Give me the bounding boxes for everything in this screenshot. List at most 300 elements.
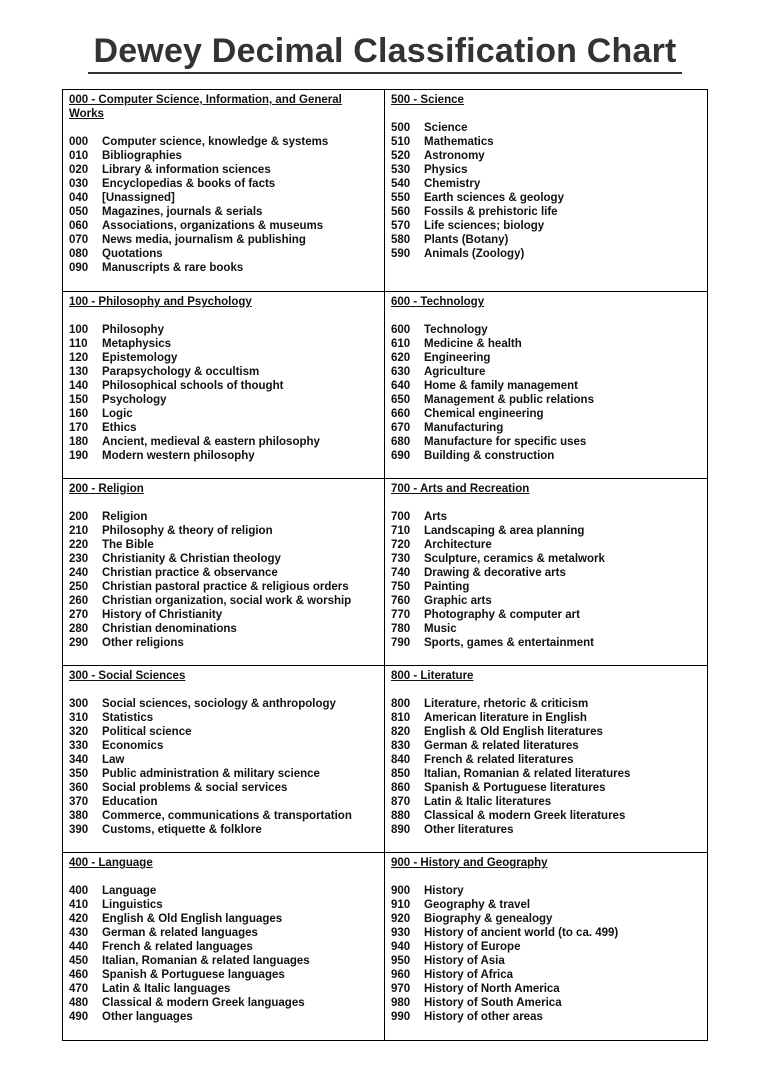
class-label: Mathematics bbox=[424, 136, 494, 148]
class-label: History bbox=[424, 885, 464, 897]
class-row bbox=[63, 853, 707, 1040]
class-code: 640 bbox=[391, 380, 411, 392]
class-code: 760 bbox=[391, 595, 411, 607]
class-code: 960 bbox=[391, 969, 411, 981]
list-item bbox=[69, 711, 378, 725]
list-item bbox=[69, 407, 378, 421]
class-code: 060 bbox=[69, 220, 89, 232]
class-label: Italian, Romanian & related languages bbox=[102, 955, 310, 967]
class-code: 830 bbox=[391, 740, 411, 752]
class-code: 590 bbox=[391, 248, 411, 260]
list-item bbox=[391, 351, 701, 365]
class-code: 450 bbox=[69, 955, 89, 967]
class-label: Public administration & military science bbox=[102, 768, 320, 780]
list-item bbox=[69, 753, 378, 767]
class-code: 210 bbox=[69, 525, 89, 537]
class-code: 580 bbox=[391, 234, 411, 246]
class-code: 320 bbox=[69, 726, 89, 738]
list-item bbox=[69, 219, 378, 233]
class-label: Customs, etiquette & folklore bbox=[102, 824, 262, 836]
class-code: 430 bbox=[69, 927, 89, 939]
class-label: Computer science, knowledge & systems bbox=[102, 136, 329, 148]
list-item bbox=[69, 177, 378, 191]
list-item bbox=[69, 1010, 378, 1024]
list-item bbox=[69, 739, 378, 753]
class-code: 490 bbox=[69, 1011, 89, 1023]
class-label: Ethics bbox=[102, 422, 137, 434]
class-label: Epistemology bbox=[102, 352, 178, 364]
list-item bbox=[391, 725, 701, 739]
class-code: 300 bbox=[69, 698, 89, 710]
class-code: 200 bbox=[69, 511, 89, 523]
class-code: 550 bbox=[391, 192, 411, 204]
class-code: 130 bbox=[69, 366, 89, 378]
class-label: Science bbox=[424, 122, 468, 134]
class-code: 080 bbox=[69, 248, 89, 260]
class-label: Technology bbox=[424, 324, 488, 336]
list-item bbox=[391, 379, 701, 393]
list-item bbox=[391, 365, 701, 379]
class-label: Life sciences; biology bbox=[424, 220, 545, 232]
list-item bbox=[69, 982, 378, 996]
class-label: Christian pastoral practice & religious orders bbox=[102, 581, 349, 593]
class-label: Library & information sciences bbox=[102, 164, 271, 176]
list-item bbox=[69, 968, 378, 982]
list-item bbox=[391, 435, 701, 449]
class-label: Philosophy bbox=[102, 324, 164, 336]
class-label: Political science bbox=[102, 726, 192, 738]
class-cell bbox=[63, 666, 385, 852]
class-label: Education bbox=[102, 796, 158, 808]
class-label: Manufacturing bbox=[424, 422, 504, 434]
list-item bbox=[391, 739, 701, 753]
list-item bbox=[69, 233, 378, 247]
class-heading: 100 - Philosophy and Psychology bbox=[69, 296, 252, 308]
list-item bbox=[391, 449, 701, 463]
class-code: 170 bbox=[69, 422, 89, 434]
classification-grid bbox=[62, 89, 708, 1041]
class-code: 310 bbox=[69, 712, 89, 724]
class-code: 700 bbox=[391, 511, 411, 523]
class-code: 910 bbox=[391, 899, 411, 911]
list-item bbox=[391, 809, 701, 823]
class-label: Modern western philosophy bbox=[102, 450, 255, 462]
list-item bbox=[69, 323, 378, 337]
list-item bbox=[391, 711, 701, 725]
class-label: Other literatures bbox=[424, 824, 514, 836]
class-label: History of Asia bbox=[424, 955, 505, 967]
list-item bbox=[69, 135, 378, 149]
class-code: 740 bbox=[391, 567, 411, 579]
class-code: 980 bbox=[391, 997, 411, 1009]
list-item bbox=[69, 163, 378, 177]
class-code: 730 bbox=[391, 553, 411, 565]
list-item bbox=[391, 594, 701, 608]
list-item bbox=[391, 697, 701, 711]
class-code: 750 bbox=[391, 581, 411, 593]
class-row bbox=[63, 666, 707, 853]
class-label: History of other areas bbox=[424, 1011, 543, 1023]
list-item bbox=[391, 996, 701, 1010]
class-code: 950 bbox=[391, 955, 411, 967]
class-code: 370 bbox=[69, 796, 89, 808]
class-code: 120 bbox=[69, 352, 89, 364]
class-label: History of South America bbox=[424, 997, 562, 1009]
class-code: 160 bbox=[69, 408, 89, 420]
class-label: French & related literatures bbox=[424, 754, 574, 766]
class-label: History of Christianity bbox=[102, 609, 223, 621]
class-code: 610 bbox=[391, 338, 411, 350]
class-label: Astronomy bbox=[424, 150, 485, 162]
class-label: Painting bbox=[424, 581, 470, 593]
class-code: 520 bbox=[391, 150, 411, 162]
class-label: Religion bbox=[102, 511, 148, 523]
class-label: Manufacture for specific uses bbox=[424, 436, 587, 448]
class-code: 400 bbox=[69, 885, 89, 897]
class-label: Bibliographies bbox=[102, 150, 182, 162]
class-cell bbox=[385, 479, 707, 665]
class-code: 240 bbox=[69, 567, 89, 579]
class-code: 890 bbox=[391, 824, 411, 836]
list-item bbox=[69, 823, 378, 837]
class-label: Spanish & Portuguese languages bbox=[102, 969, 285, 981]
class-label: German & related languages bbox=[102, 927, 258, 939]
list-item bbox=[391, 191, 701, 205]
list-item bbox=[69, 566, 378, 580]
class-code: 230 bbox=[69, 553, 89, 565]
class-heading: 300 - Social Sciences bbox=[69, 670, 186, 682]
class-heading: 800 - Literature bbox=[391, 670, 474, 682]
class-code: 380 bbox=[69, 810, 89, 822]
list-item bbox=[391, 407, 701, 421]
class-code: 850 bbox=[391, 768, 411, 780]
class-code: 460 bbox=[69, 969, 89, 981]
class-code: 280 bbox=[69, 623, 89, 635]
class-label: Home & family management bbox=[424, 380, 579, 392]
class-cell bbox=[63, 479, 385, 665]
list-item bbox=[69, 552, 378, 566]
class-code: 870 bbox=[391, 796, 411, 808]
class-label: Ancient, medieval & eastern philosophy bbox=[102, 436, 320, 448]
class-code: 680 bbox=[391, 436, 411, 448]
class-code: 190 bbox=[69, 450, 89, 462]
list-item bbox=[69, 884, 378, 898]
class-label: Building & construction bbox=[424, 450, 555, 462]
class-label: Graphic arts bbox=[424, 595, 492, 607]
class-label: Landscaping & area planning bbox=[424, 525, 585, 537]
list-item bbox=[391, 954, 701, 968]
class-label: Physics bbox=[424, 164, 468, 176]
class-label: Chemistry bbox=[424, 178, 481, 190]
list-item bbox=[69, 697, 378, 711]
class-label: Other religions bbox=[102, 637, 184, 649]
class-cell bbox=[63, 292, 385, 478]
class-code: 560 bbox=[391, 206, 411, 218]
class-label: Psychology bbox=[102, 394, 167, 406]
list-item bbox=[69, 725, 378, 739]
class-code: 500 bbox=[391, 122, 411, 134]
list-item bbox=[69, 261, 378, 275]
class-row bbox=[63, 479, 707, 666]
list-item bbox=[391, 884, 701, 898]
class-code: 390 bbox=[69, 824, 89, 836]
list-item bbox=[69, 421, 378, 435]
class-code: 420 bbox=[69, 913, 89, 925]
list-item bbox=[69, 954, 378, 968]
class-label: Latin & Italic languages bbox=[102, 983, 231, 995]
list-item bbox=[391, 898, 701, 912]
list-item bbox=[391, 510, 701, 524]
class-code: 330 bbox=[69, 740, 89, 752]
class-code: 050 bbox=[69, 206, 89, 218]
list-item bbox=[69, 809, 378, 823]
list-item bbox=[391, 622, 701, 636]
class-label: Magazines, journals & serials bbox=[102, 206, 263, 218]
class-code: 360 bbox=[69, 782, 89, 794]
class-label: Philosophical schools of thought bbox=[102, 380, 284, 392]
class-label: Social problems & social services bbox=[102, 782, 288, 794]
class-label: Plants (Botany) bbox=[424, 234, 509, 246]
class-code: 900 bbox=[391, 885, 411, 897]
class-label: English & Old English languages bbox=[102, 913, 283, 925]
list-item bbox=[69, 247, 378, 261]
class-label: American literature in English bbox=[424, 712, 587, 724]
list-item bbox=[69, 940, 378, 954]
class-label: Medicine & health bbox=[424, 338, 522, 350]
class-code: 880 bbox=[391, 810, 411, 822]
page-title: Dewey Decimal Classification Chart bbox=[93, 32, 677, 70]
class-code: 110 bbox=[69, 338, 88, 350]
class-label: Classical & modern Greek literatures bbox=[424, 810, 626, 822]
list-item bbox=[69, 393, 378, 407]
class-code: 780 bbox=[391, 623, 411, 635]
class-code: 800 bbox=[391, 698, 411, 710]
class-label: Geography & travel bbox=[424, 899, 531, 911]
class-cell bbox=[385, 292, 707, 478]
class-code: 860 bbox=[391, 782, 411, 794]
class-code: 270 bbox=[69, 609, 89, 621]
class-code: 810 bbox=[391, 712, 411, 724]
title-underline bbox=[88, 72, 682, 74]
class-code: 970 bbox=[391, 983, 411, 995]
class-code: 840 bbox=[391, 754, 411, 766]
list-item bbox=[391, 323, 701, 337]
class-label: Christian practice & observance bbox=[102, 567, 278, 579]
class-cell bbox=[385, 666, 707, 852]
list-item bbox=[69, 594, 378, 608]
class-label: Philosophy & theory of religion bbox=[102, 525, 273, 537]
class-label: Spanish & Portuguese literatures bbox=[424, 782, 606, 794]
class-code: 010 bbox=[69, 150, 89, 162]
class-code: 570 bbox=[391, 220, 411, 232]
list-item bbox=[391, 968, 701, 982]
list-item bbox=[391, 393, 701, 407]
list-item bbox=[391, 219, 701, 233]
class-label: Music bbox=[424, 623, 457, 635]
class-label: Literature, rhetoric & criticism bbox=[424, 698, 589, 710]
list-item bbox=[391, 163, 701, 177]
class-label: Statistics bbox=[102, 712, 154, 724]
class-label: History of ancient world (to ca. 499) bbox=[424, 927, 619, 939]
class-code: 720 bbox=[391, 539, 411, 551]
class-label: Law bbox=[102, 754, 125, 766]
class-label: Quotations bbox=[102, 248, 163, 260]
class-heading: 700 - Arts and Recreation bbox=[391, 483, 530, 495]
list-item bbox=[69, 996, 378, 1010]
class-label: Animals (Zoology) bbox=[424, 248, 525, 260]
class-label: Sports, games & entertainment bbox=[424, 637, 594, 649]
list-item bbox=[69, 449, 378, 463]
list-item bbox=[391, 566, 701, 580]
class-label: Sculpture, ceramics & metalwork bbox=[424, 553, 605, 565]
class-heading: 900 - History and Geography bbox=[391, 857, 548, 869]
class-code: 600 bbox=[391, 324, 411, 336]
list-item bbox=[391, 205, 701, 219]
class-code: 100 bbox=[69, 324, 89, 336]
class-code: 410 bbox=[69, 899, 89, 911]
list-item bbox=[69, 926, 378, 940]
class-code: 930 bbox=[391, 927, 411, 939]
class-heading: 200 - Religion bbox=[69, 483, 144, 495]
list-item bbox=[391, 233, 701, 247]
class-code: 630 bbox=[391, 366, 411, 378]
class-code: 920 bbox=[391, 913, 411, 925]
list-item bbox=[391, 552, 701, 566]
class-heading: 400 - Language bbox=[69, 857, 153, 869]
class-label: Parapsychology & occultism bbox=[102, 366, 260, 378]
class-label: French & related languages bbox=[102, 941, 253, 953]
list-item bbox=[391, 982, 701, 996]
class-code: 290 bbox=[69, 637, 89, 649]
class-label: Italian, Romanian & related literatures bbox=[424, 768, 631, 780]
list-item bbox=[391, 823, 701, 837]
list-item bbox=[391, 177, 701, 191]
list-item bbox=[69, 379, 378, 393]
class-label: Arts bbox=[424, 511, 448, 523]
class-label: German & related literatures bbox=[424, 740, 579, 752]
list-item bbox=[391, 135, 701, 149]
class-code: 670 bbox=[391, 422, 411, 434]
class-label: Biography & genealogy bbox=[424, 913, 553, 925]
list-item bbox=[69, 622, 378, 636]
class-label: Management & public relations bbox=[424, 394, 594, 406]
class-code: 220 bbox=[69, 539, 89, 551]
class-code: 340 bbox=[69, 754, 89, 766]
class-label: History of Africa bbox=[424, 969, 514, 981]
class-label: Agriculture bbox=[424, 366, 486, 378]
class-label: Latin & Italic literatures bbox=[424, 796, 552, 808]
list-item bbox=[391, 538, 701, 552]
class-label: Economics bbox=[102, 740, 164, 752]
class-label: Photography & computer art bbox=[424, 609, 580, 621]
class-code: 030 bbox=[69, 178, 89, 190]
list-item bbox=[391, 767, 701, 781]
class-label: Fossils & prehistoric life bbox=[424, 206, 558, 218]
class-row bbox=[63, 292, 707, 479]
class-label: Classical & modern Greek languages bbox=[102, 997, 305, 1009]
class-code: 090 bbox=[69, 262, 89, 274]
class-code: 000 bbox=[69, 136, 89, 148]
class-code: 770 bbox=[391, 609, 411, 621]
list-item bbox=[69, 538, 378, 552]
class-code: 180 bbox=[69, 436, 89, 448]
class-label: Associations, organizations & museums bbox=[102, 220, 324, 232]
list-item bbox=[69, 636, 378, 650]
class-label: [Unassigned] bbox=[102, 192, 175, 204]
class-label: History of Europe bbox=[424, 941, 521, 953]
class-cell bbox=[63, 90, 385, 291]
class-heading: 500 - Science bbox=[391, 94, 464, 106]
class-heading: 000 - Computer Science, Information, and General Works bbox=[69, 94, 342, 120]
list-item bbox=[391, 912, 701, 926]
class-code: 690 bbox=[391, 450, 411, 462]
class-code: 620 bbox=[391, 352, 411, 364]
class-cell bbox=[385, 853, 707, 1040]
list-item bbox=[69, 435, 378, 449]
list-item bbox=[69, 580, 378, 594]
class-heading: 600 - Technology bbox=[391, 296, 485, 308]
list-item bbox=[391, 421, 701, 435]
list-item bbox=[69, 149, 378, 163]
class-label: Social sciences, sociology & anthropology bbox=[102, 698, 336, 710]
list-item bbox=[69, 510, 378, 524]
list-item bbox=[69, 351, 378, 365]
class-label: Christian denominations bbox=[102, 623, 237, 635]
class-code: 790 bbox=[391, 637, 411, 649]
list-item bbox=[69, 898, 378, 912]
class-code: 650 bbox=[391, 394, 411, 406]
list-item bbox=[391, 247, 701, 261]
class-code: 820 bbox=[391, 726, 411, 738]
list-item bbox=[391, 753, 701, 767]
class-code: 020 bbox=[69, 164, 89, 176]
class-label: Metaphysics bbox=[102, 338, 172, 350]
list-item bbox=[69, 608, 378, 622]
list-item bbox=[69, 337, 378, 351]
list-item bbox=[391, 121, 701, 135]
class-label: News media, journalism & publishing bbox=[102, 234, 306, 246]
class-label: The Bible bbox=[102, 539, 154, 551]
class-code: 510 bbox=[391, 136, 411, 148]
list-item bbox=[391, 337, 701, 351]
class-label: Commerce, communications & transportation bbox=[102, 810, 352, 822]
list-item bbox=[69, 767, 378, 781]
class-label: Linguistics bbox=[102, 899, 163, 911]
list-item bbox=[391, 149, 701, 163]
class-code: 710 bbox=[391, 525, 411, 537]
class-code: 260 bbox=[69, 595, 89, 607]
class-label: Language bbox=[102, 885, 157, 897]
class-label: History of North America bbox=[424, 983, 560, 995]
class-code: 040 bbox=[69, 192, 89, 204]
class-code: 990 bbox=[391, 1011, 411, 1023]
class-code: 140 bbox=[69, 380, 89, 392]
class-code: 440 bbox=[69, 941, 89, 953]
class-code: 250 bbox=[69, 581, 89, 593]
class-cell bbox=[63, 853, 385, 1040]
list-item bbox=[391, 940, 701, 954]
class-label: Christian organization, social work & worship bbox=[102, 595, 352, 607]
list-item bbox=[69, 524, 378, 538]
class-code: 940 bbox=[391, 941, 411, 953]
class-code: 540 bbox=[391, 178, 411, 190]
class-code: 070 bbox=[69, 234, 89, 246]
list-item bbox=[69, 365, 378, 379]
class-label: English & Old English literatures bbox=[424, 726, 603, 738]
class-label: Manuscripts & rare books bbox=[102, 262, 244, 274]
class-code: 470 bbox=[69, 983, 89, 995]
list-item bbox=[69, 205, 378, 219]
